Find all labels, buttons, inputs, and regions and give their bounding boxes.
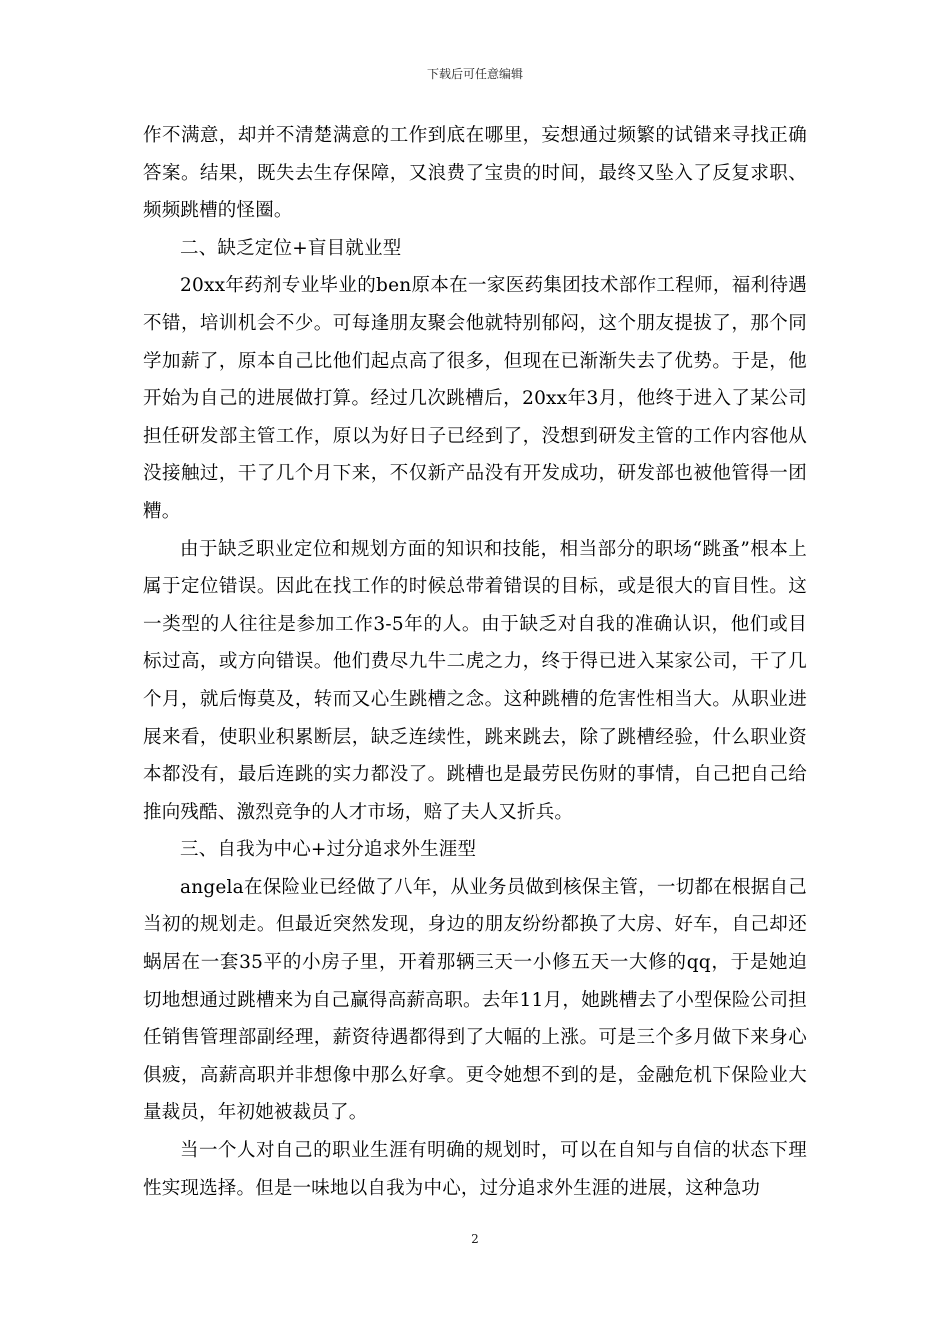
paragraph-ben-story: 20xx年药剂专业毕业的ben原本在一家医药集团技术部作工程师，福利待遇不错，培训机会不少。可每逢朋友聚会他就特别郁闷，这个朋友提拔了，那个同学加薪了，原本自己比他们起点高了很多，但现在已渐渐失去了优势。于是，他开始为自己的进展做打算。经过几次跳槽后，20xx年3月，他终于进入了某公司担任研发部主管工作，原以为好日子已经到了，没想到研发主管的工作内容他从没接触过，干了几个月下来，不仅新产品没有开发成功，研发部也被他管得一团糟。 [143,275,807,522]
section-heading-2: 二、缺乏定位+盲目就业型 [180,237,402,259]
section-heading-3: 三、自我为中心+过分追求外生涯型 [180,839,477,861]
page-header: 下载后可任意编辑 [426,67,523,81]
page-number: 2 [471,1232,479,1246]
paragraph-angela-story: angela在保险业已经做了八年，从业务员做到核保主管，一切都在根据自己当初的规划走。但最近突然发现，身边的朋友纷纷都换了大房、好车，自己却还蜗居在一套35平的小房子里，开着那辆三天一小修五天一大修的qq，于是她迫切地想通过跳槽来为自己赢得高薪高职。去年11月，她跳槽去了小型保险公司担任销售管理部副经理，薪资待遇都得到了大幅的上涨。可是三个多月做下来身心俱疲，高薪高职并非想像中那么好拿。更令她想不到的是，金融危机下保险业大量裁员，年初她被裁员了。 [143,876,807,1124]
document-body [143,117,807,1207]
paragraph-positioning-analysis: 由于缺乏职业定位和规划方面的知识和技能，相当部分的职场“跳蚤”根本上属于定位错误。因此在找工作的时候总带着错误的目标，或是很大的盲目性。这一类型的人往往是参加工作3-5年的人。由于缺乏对自我的准确认识，他们或目标过高，或方向错误。他们费尽九牛二虎之力，终于得已进入某家公司，干了几个月，就后悔莫及，转而又心生跳槽之念。这种跳槽的危害性相当大。从职业进展来看，使职业积累断层，缺乏连续性，跳来跳去，除了跳槽经验，什么职业资本都没有，最后连跳的实力都没了。跳槽也是最劳民伤财的事情，自己把自己给推向残酷、激烈竞争的人才市场，赔了夫人又折兵。 [143,538,807,823]
paragraph-career-planning: 当一个人对自己的职业生涯有明确的规划时，可以在自知与自信的状态下理性实现选择。但是一味地以自我为中心，过分追求外生涯的进展，这种急功 [143,1140,807,1199]
paragraph-continuation: 作不满意，却并不清楚满意的工作到底在哪里，妄想通过频繁的试错来寻找正确答案。结果，既失去生存保障，又浪费了宝贵的时间，最终又坠入了反复求职、频频跳槽的怪圈。 [143,125,807,222]
